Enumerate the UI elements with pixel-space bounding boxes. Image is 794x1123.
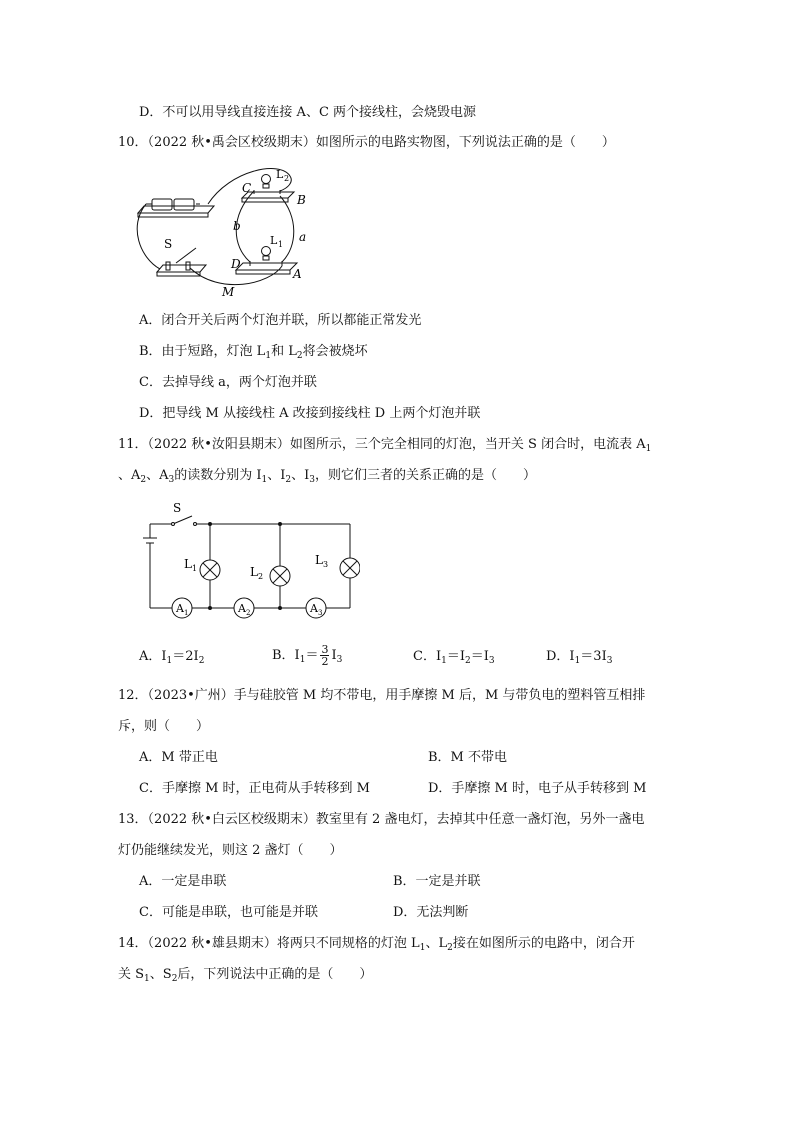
fig10-label-d: D xyxy=(231,257,241,271)
q11-option-d: D．$I_1=3I_3$ xyxy=(546,649,613,666)
q11-option-c: C．$I_1=I_2=I_3$ xyxy=(413,649,495,666)
fig10-label-l: L xyxy=(276,168,284,181)
q12-stem-line2: 斥，则（ ） xyxy=(118,719,210,734)
fig11-label-l2-sub: 2 xyxy=(258,572,264,581)
fig11-label-l2: L xyxy=(250,565,258,579)
fig10-label-b-lower: b xyxy=(233,219,241,233)
fig11-label-s: S xyxy=(173,501,182,515)
q9-option-d: D．不可以用导线直接连接 A、C 两个接线柱，会烧毁电源 xyxy=(139,105,477,120)
fig10-label-l1: L xyxy=(270,234,278,247)
q10-option-d: D．把导线 M 从接线柱 A 改接到接线柱 D 上两个灯泡并联 xyxy=(139,406,481,421)
fig11-ammeter-a3: A xyxy=(310,602,318,615)
fig11-label-l1: L xyxy=(184,557,192,571)
q11-option-a: A．$I_1=2I_2$ xyxy=(139,649,205,666)
fig10-label-sub-1: 1 xyxy=(278,240,284,249)
fig10-label-a: a xyxy=(299,230,307,244)
fig11-label-l3-sub: 3 xyxy=(323,560,329,569)
fig10-label-sub-2: 2 xyxy=(284,174,290,183)
q10-option-a: A．闭合开关后两个灯泡并联，所以都能正常发光 xyxy=(139,313,422,328)
fig10-label-a-terminal: A xyxy=(293,267,302,281)
fig10-label-m: M xyxy=(222,285,235,299)
fig11-label-l1-sub: 1 xyxy=(192,564,198,573)
q11-stem-line2: 、$A_2$、$A_3$的读数分别为 $I_1$、$I_2$、$I_3$，则它们三者的关系正确的是（ ） xyxy=(118,468,537,485)
q13-option-d: D．无法判断 xyxy=(393,905,469,920)
q14-stem-line2: 关 $S_1$、$S_2$后，下列说法中正确的是（ ） xyxy=(118,967,373,984)
q12-option-c: C．手摩擦 M 时，正电荷从手转移到 M xyxy=(139,781,370,796)
q10-stem: 10．（2022 秋•禹会区校级期末）如图所示的电路实物图，下列说法正确的是（ ） xyxy=(118,135,615,150)
q12-stem-line1: 12．（2023•广州）手与硅胶管 M 均不带电，用手摩擦 M 后，M 与带负电的塑料管互相排 xyxy=(118,688,646,703)
fig11-ammeter-a2: A xyxy=(238,602,246,615)
fig10-label-b-upper: B xyxy=(297,193,306,207)
fig10-label-c: C xyxy=(242,181,252,195)
q10-circuit-figure xyxy=(130,166,320,302)
q12-option-a: A．M 带正电 xyxy=(139,750,218,765)
q11-stem-line1: 11．（2022 秋•汝阳县期末）如图所示，三个完全相同的灯泡，当开关 S 闭合时，电流表 $A_1$ xyxy=(118,437,652,454)
q14-stem-line1: 14．（2022 秋•雄县期末）将两只不同规格的灯泡 $L_1$、$L_2$接在如图所示的电路中，闭合开 xyxy=(118,936,635,953)
q13-stem-line1: 13．（2022 秋•白云区校级期末）教室里有 2 盏电灯，去掉其中任意一盏灯泡，另外一盏电 xyxy=(118,812,645,827)
fig11-ammeter-a3-sub: 3 xyxy=(318,609,323,617)
q13-option-c: C．可能是串联，也可能是并联 xyxy=(139,905,318,920)
q13-option-a: A．一定是串联 xyxy=(139,874,227,889)
fraction-3-over-2: $\frac{3}{2}$ xyxy=(321,643,329,668)
q12-option-d: D．手摩擦 M 时，电子从手转移到 M xyxy=(428,781,647,796)
q13-stem-line2: 灯仍能继续发光，则这 2 盏灯（ ） xyxy=(118,843,343,858)
q11-option-b: B．$I_1=$ $\frac{3}{2}$ $I_3$ xyxy=(272,643,343,668)
fig11-ammeter-a1-sub: 1 xyxy=(184,609,189,617)
q10-option-b: B．由于短路，灯泡 $L_1$和 $L_2$将会被烧坏 xyxy=(139,344,368,361)
q11-circuit-diagram xyxy=(140,500,360,630)
q10-option-c: C．去掉导线 a，两个灯泡并联 xyxy=(139,375,317,390)
fig10-label-s: S xyxy=(164,237,173,251)
fig11-ammeter-a1: A xyxy=(176,602,184,615)
fig11-ammeter-a2-sub: 2 xyxy=(246,609,251,617)
q13-option-b: B．一定是并联 xyxy=(393,874,481,889)
fig11-label-l3: L xyxy=(315,553,323,567)
q12-option-b: B．M 不带电 xyxy=(428,750,507,765)
